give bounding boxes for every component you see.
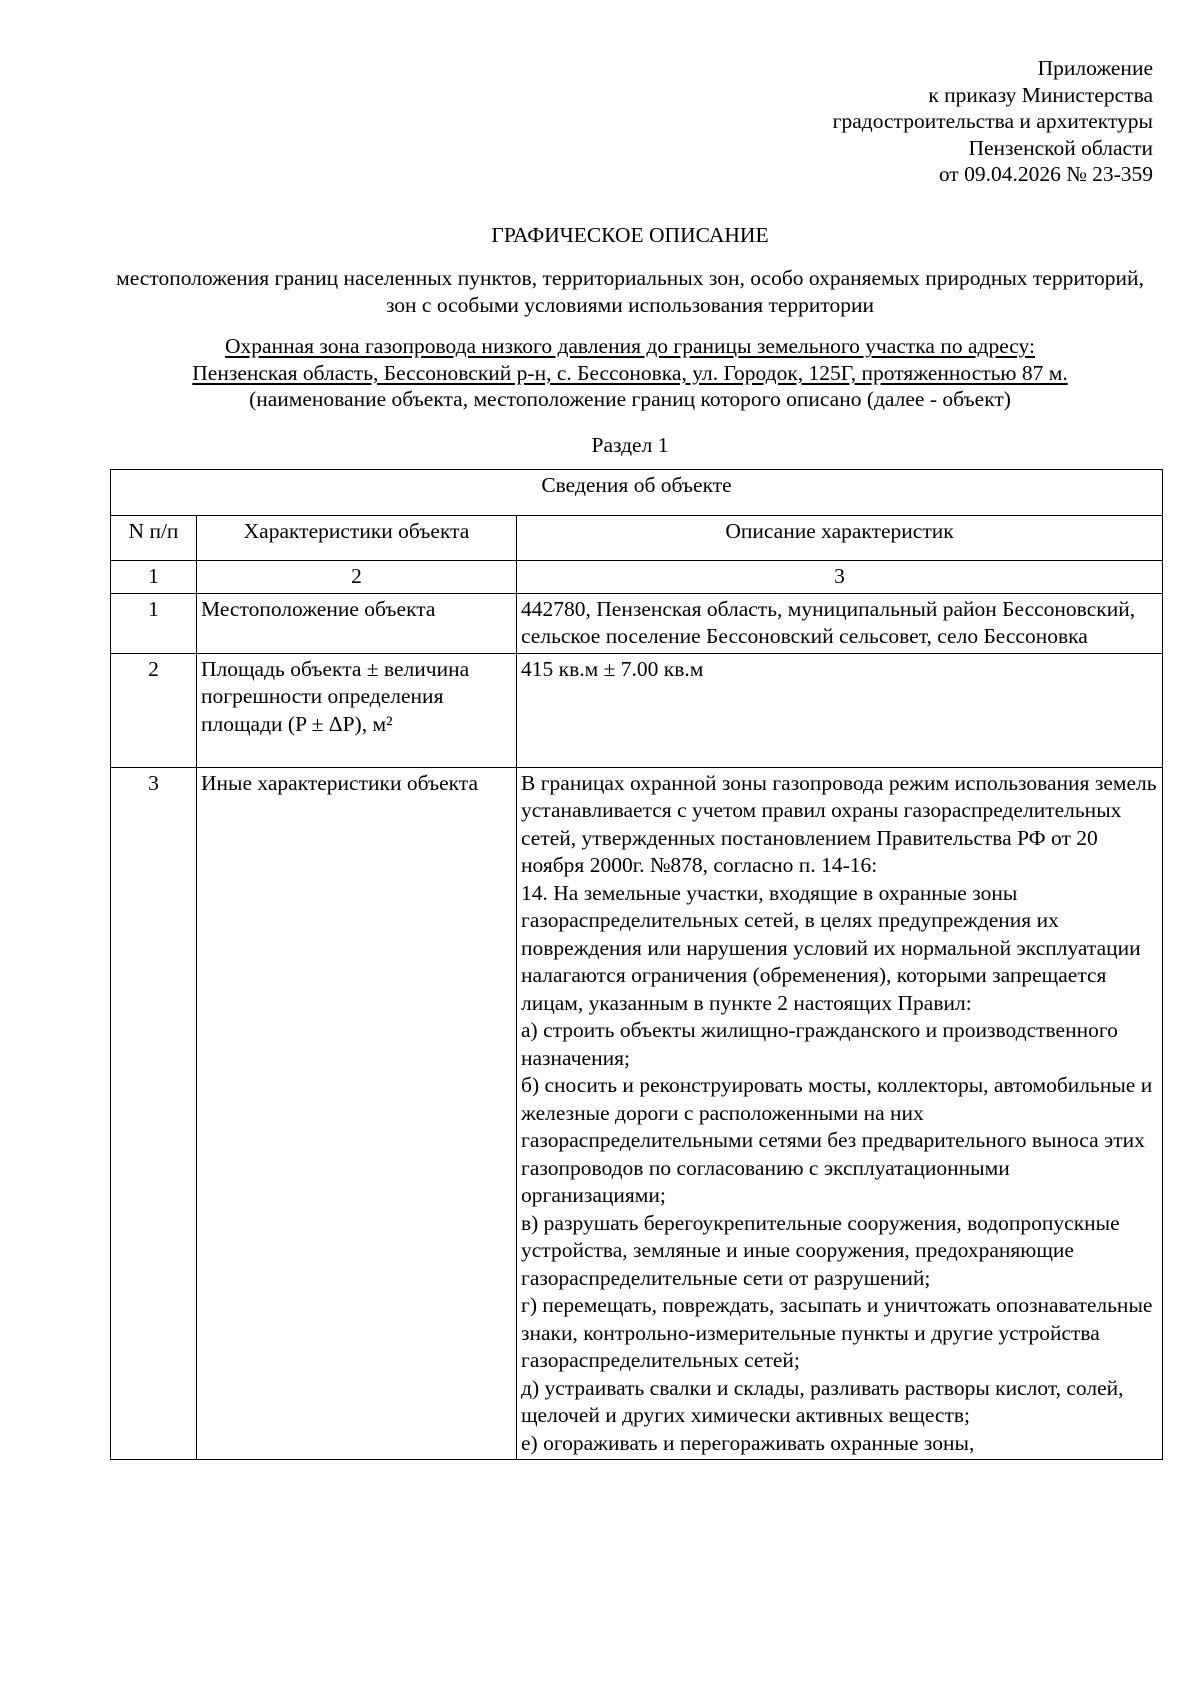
appendix-line: градостроительства и архитектуры — [832, 109, 1153, 133]
table-caption-row — [111, 470, 1163, 516]
object-caption: (наименование объекта, местоположение границ которого описано (далее - объект) — [249, 387, 1011, 411]
row-description: 415 кв.м ± 7.00 кв.м — [517, 653, 1163, 767]
header-number: N п/п — [111, 516, 197, 561]
table-row — [111, 767, 1163, 1460]
header-characteristic: Характеристики объекта — [197, 516, 517, 561]
description-item-e: д) устраивать свалки и склады, разливать растворы кислот, солей, щелочей и других химически активных веществ; — [521, 1375, 1124, 1427]
column-number: 1 — [111, 561, 197, 594]
description-paragraph: 14. На земельные участки, входящие в охранные зоны газораспределительных сетей, в целях предупреждения их повреждения или нарушения условий их нормальной эксплуатации налагаются ограничения (обременения), которыми запрещается лицам, указанным в пункте 2 настоящих Правил: — [521, 880, 1141, 1015]
description-item-b: б) сносить и реконструировать мосты, коллекторы, автомобильные и железные дороги с расположенными на них газораспределительными сетями без предварительного выноса этих газопроводов по согласованию с эксплуатационными организациями; — [521, 1073, 1153, 1207]
row-number: 2 — [111, 653, 197, 767]
object-address-line: Пензенская область, Бессоновский р-н, с. Бессоновка, ул. Городок, 125Г, протяженностью 87 м. — [192, 360, 1068, 385]
appendix-block — [833, 55, 1153, 188]
table-header-row — [111, 516, 1163, 561]
row-description: 442780, Пензенская область, муниципальный район Бессоновский, сельское поселение Бессоновский сельсовет, село Бессоновка — [517, 593, 1163, 653]
row-number: 3 — [111, 767, 197, 1460]
appendix-line: к приказу Министерства — [928, 82, 1153, 107]
section-heading: Раздел 1 — [591, 433, 669, 457]
description-paragraph: В границах охранной зоны газопровода режим использования земель устанавливается с учетом правил охраны газораспределительных сетей, утвержденных постановлением Правительства РФ от 20 ноября 2000г. №878, согласно п. 14-16: — [521, 770, 1157, 877]
column-number: 3 — [517, 561, 1163, 594]
object-info-table — [110, 469, 1163, 1460]
appendix-order-number: от 09.04.2026 № 23-359 — [938, 162, 1153, 186]
row-characteristic: Площадь объекта ± величина погрешности определения площади (P ± ΔP), м² — [197, 653, 517, 767]
document-subtitle: местоположения границ населенных пунктов, территориальных зон, особо охраняемых природных территорий, зон с особыми условиями использования территории — [116, 266, 1144, 317]
column-number-row — [111, 561, 1163, 594]
description-item-f: е) огораживать и перегораживать охранные зоны, — [521, 1430, 975, 1455]
header-description: Описание характеристик — [517, 516, 1163, 561]
table-row — [111, 653, 1163, 767]
document-title: ГРАФИЧЕСКОЕ ОПИСАНИЕ — [491, 223, 769, 247]
description-item-d: г) перемещать, повреждать, засыпать и уничтожать опознавательные знаки, контрольно-измерительные пункты и другие устройства газораспределительных сетей; — [521, 1293, 1153, 1372]
object-name-block — [100, 333, 1160, 413]
row-description — [517, 767, 1163, 1460]
object-name-line: Охранная зона газопровода низкого давления до границы земельного участка по адресу: — [225, 334, 1035, 358]
description-item-a: а) строить объекты жилищно-гражданского и производственного назначения; — [521, 1018, 1118, 1070]
row-characteristic: Иные характеристики объекта — [197, 767, 517, 1460]
appendix-line: Приложение — [1037, 56, 1153, 80]
table-row — [111, 593, 1163, 653]
row-number: 1 — [111, 593, 197, 653]
description-item-c: в) разрушать берегоукрепительные сооружения, водопропускные устройства, земляные и иные сооружения, предохраняющие газораспределительные сети от разрушений; — [521, 1210, 1120, 1290]
table-caption: Сведения об объекте — [111, 470, 1163, 516]
appendix-line: Пензенской области — [968, 135, 1153, 160]
column-number: 2 — [197, 561, 517, 594]
row-characteristic: Местоположение объекта — [197, 593, 517, 653]
